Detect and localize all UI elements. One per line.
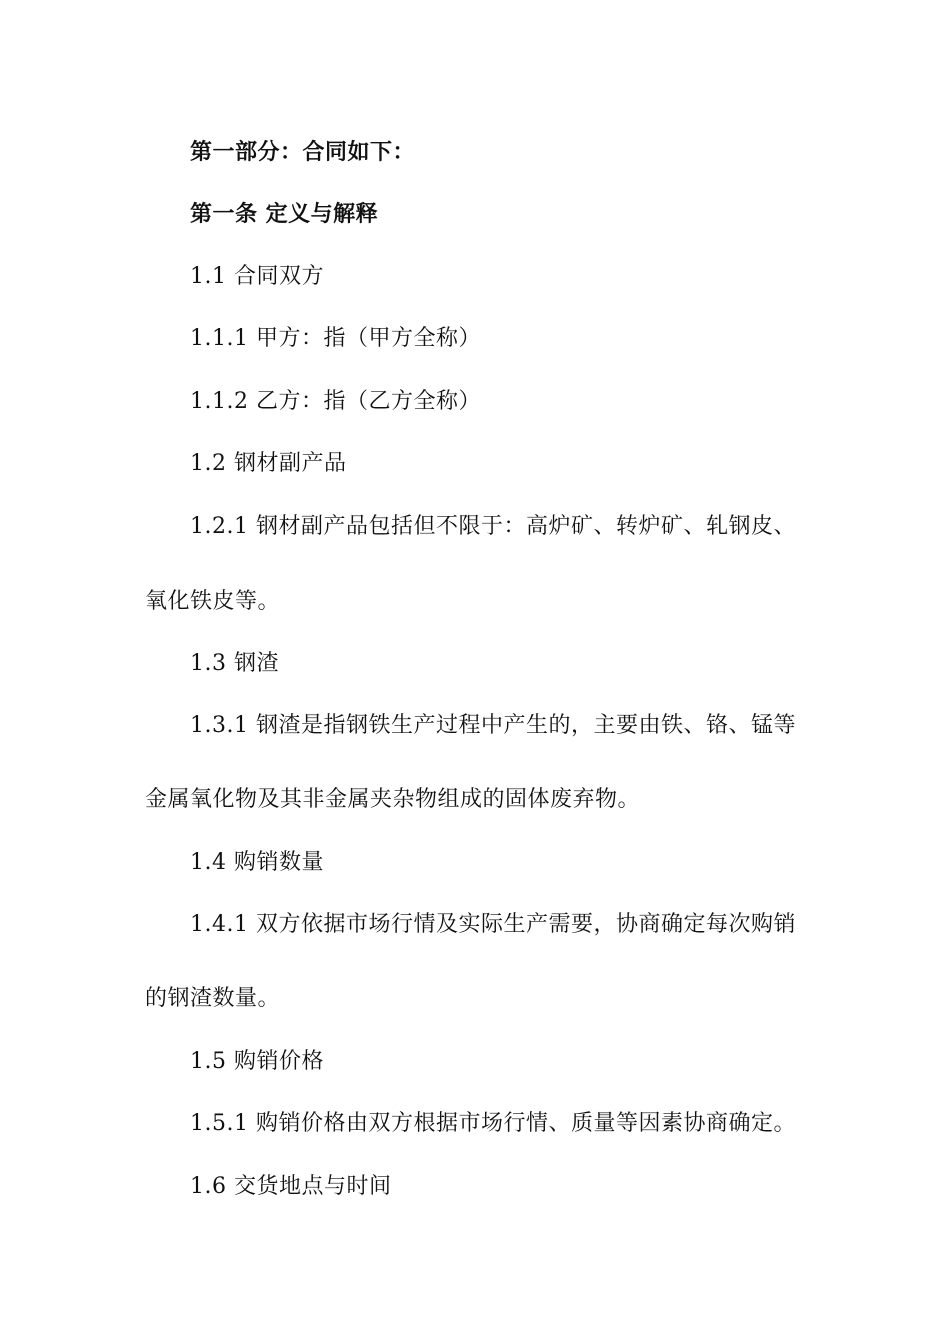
part-heading: 第一部分：合同如下： <box>190 140 416 165</box>
clause-1-4-1: 1.4.1 双方依据市场行情及实际生产需要，协商确定每次购销 <box>190 912 796 937</box>
clause-1-2-1: 1.2.1 钢材副产品包括但不限于：高炉矿、转炉矿、轧钢皮、 <box>190 514 796 539</box>
article-heading: 第一条 定义与解释 <box>190 202 379 227</box>
clause-1-3-1-continuation: 金属氧化物及其非金属夹杂物组成的固体废弃物。 <box>145 787 641 812</box>
clause-1-1-2: 1.1.2 乙方：指（乙方全称） <box>190 389 481 414</box>
clause-1-4-1-continuation: 的钢渣数量。 <box>145 986 281 1011</box>
clause-1-6: 1.6 交货地点与时间 <box>190 1174 392 1199</box>
clause-1-5-1: 1.5.1 购销价格由双方根据市场行情、质量等因素协商确定。 <box>190 1111 796 1136</box>
clause-1-1: 1.1 合同双方 <box>190 264 324 289</box>
clause-1-4: 1.4 购销数量 <box>190 850 324 875</box>
clause-1-5: 1.5 购销价格 <box>190 1049 324 1074</box>
clause-1-3: 1.3 钢渣 <box>190 651 279 676</box>
clause-1-3-1: 1.3.1 钢渣是指钢铁生产过程中产生的，主要由铁、铬、锰等 <box>190 713 796 738</box>
clause-1-2: 1.2 钢材副产品 <box>190 451 347 476</box>
clause-1-2-1-continuation: 氧化铁皮等。 <box>145 589 281 614</box>
clause-1-1-1: 1.1.1 甲方：指（甲方全称） <box>190 326 481 351</box>
